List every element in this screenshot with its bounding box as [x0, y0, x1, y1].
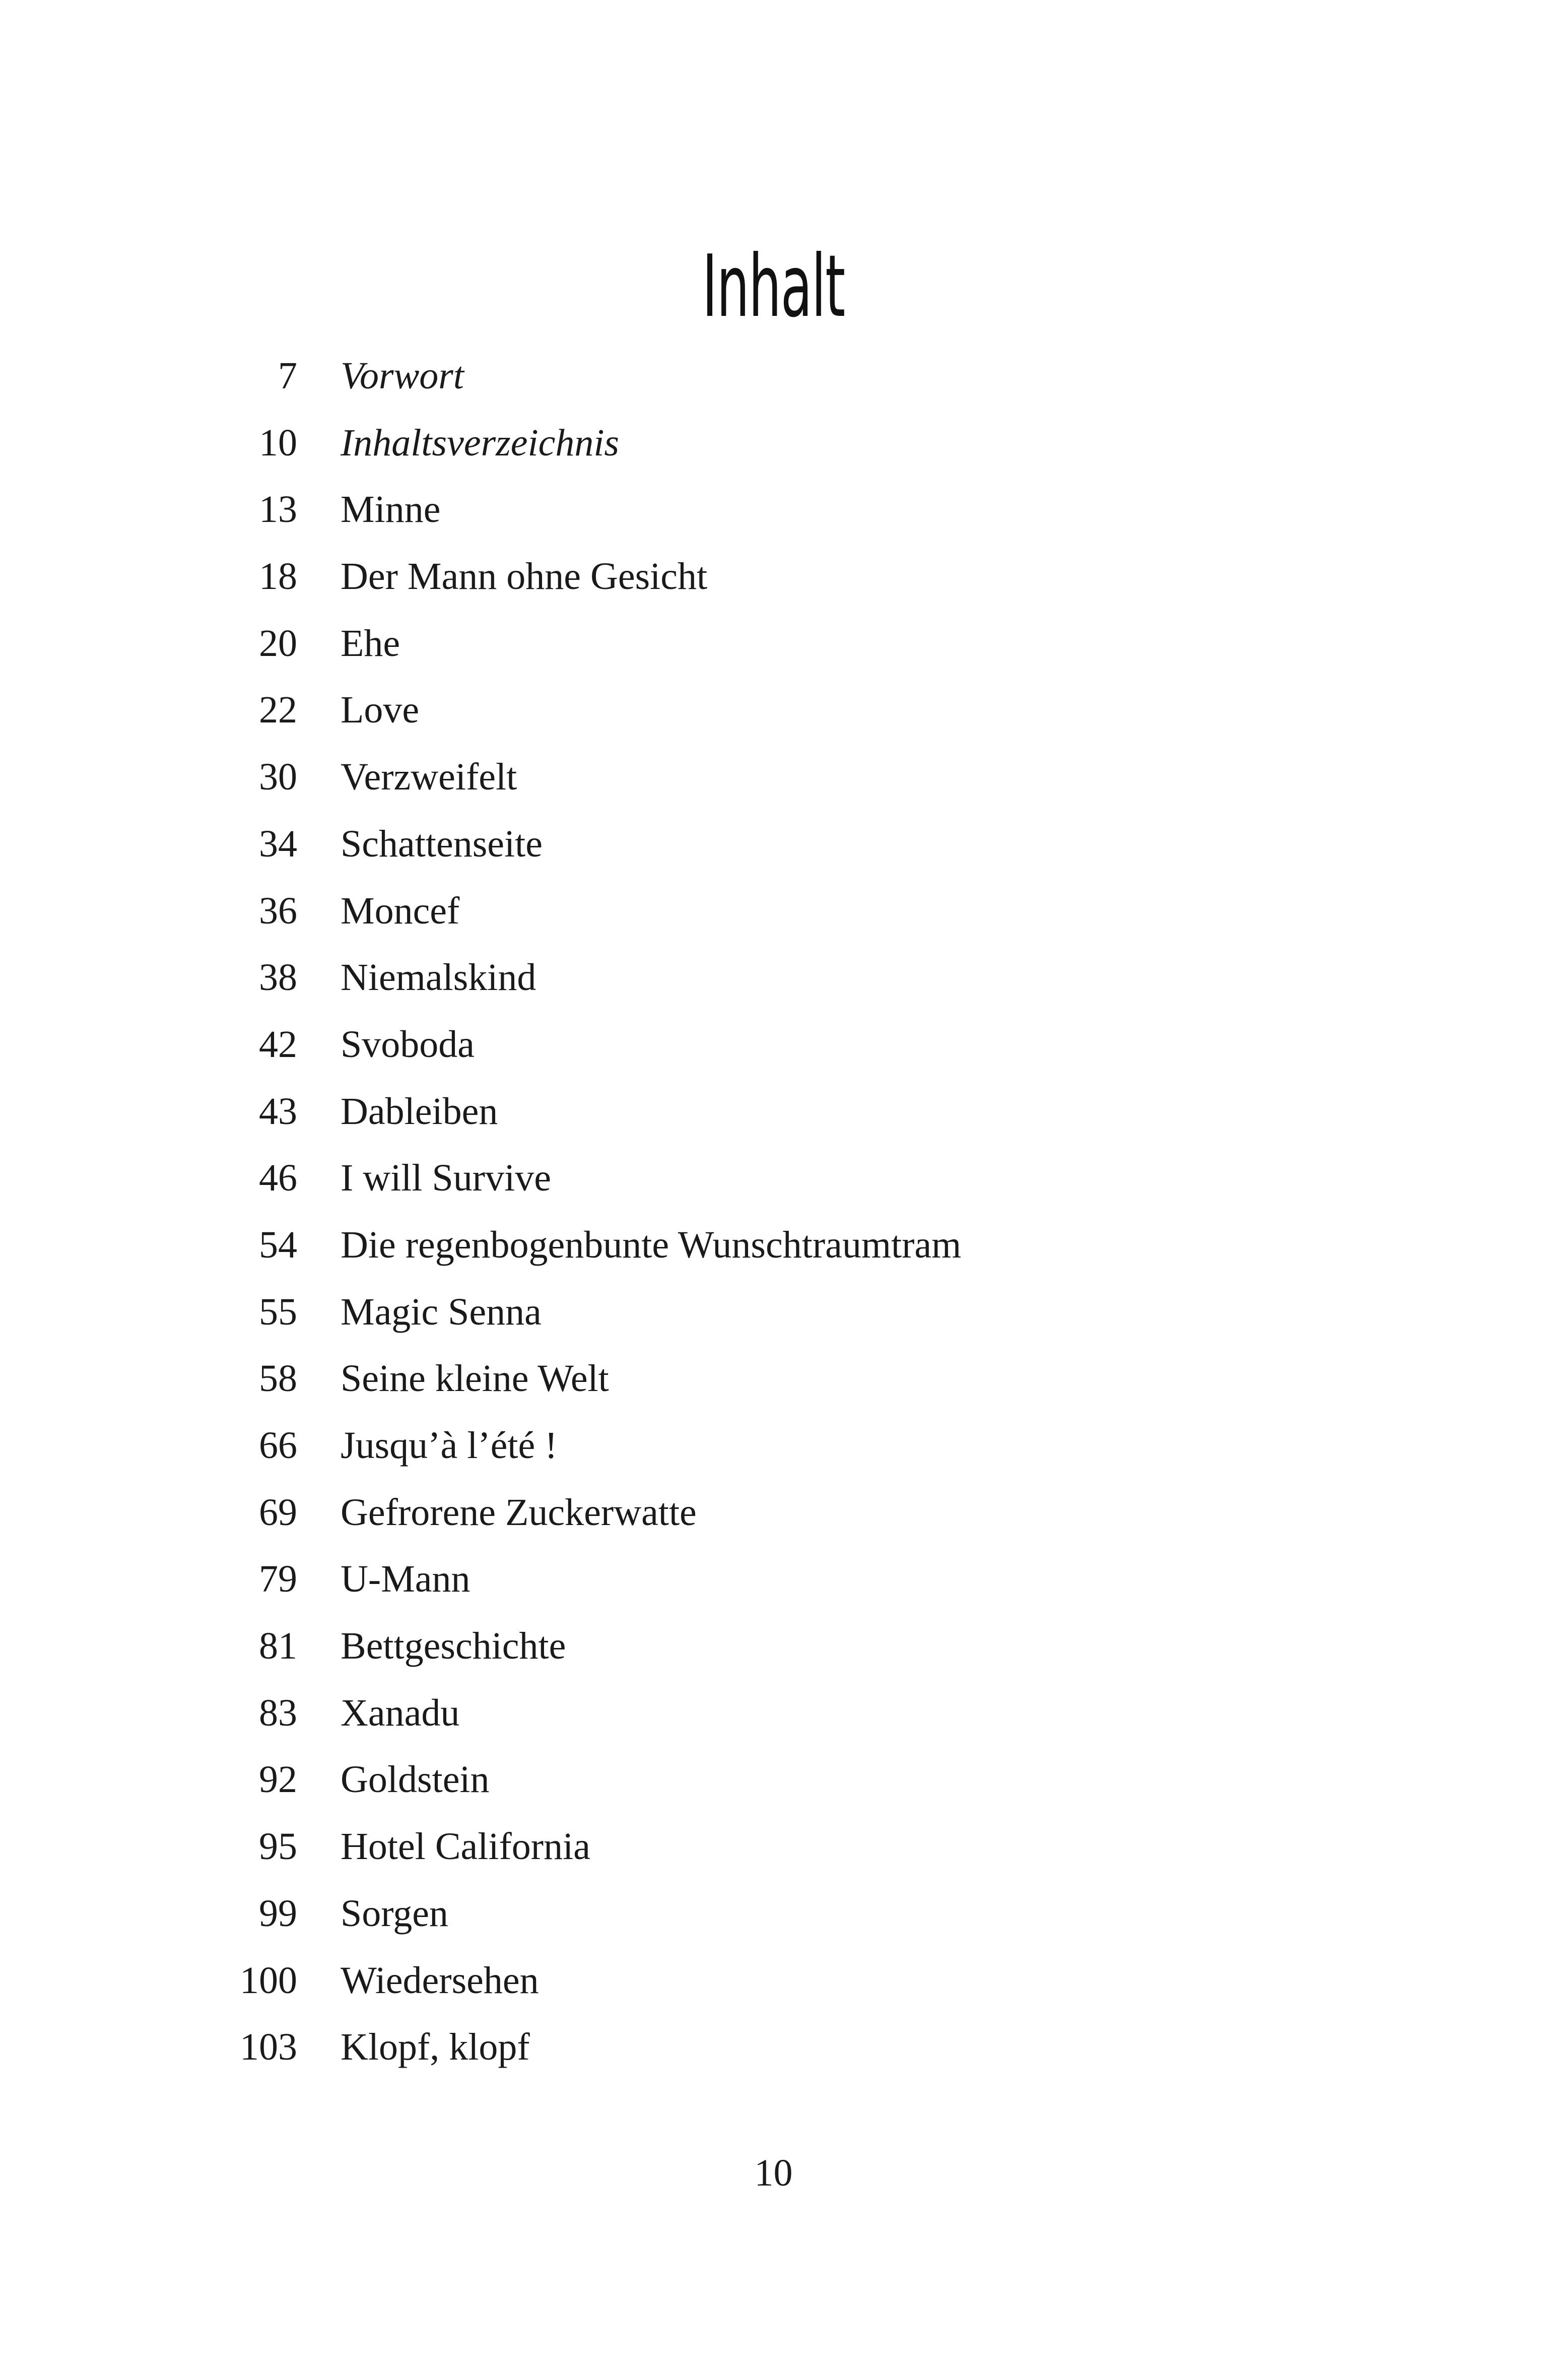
toc-page-number: 30 [259, 756, 297, 799]
toc-page-number: 20 [259, 622, 297, 665]
toc-entry-title: Vorwort [341, 355, 464, 397]
toc-entry [0, 944, 1547, 1011]
toc-page-number: 46 [259, 1157, 297, 1200]
toc-entry-title: Der Mann ohne Gesicht [341, 555, 708, 598]
toc-page-number: 69 [259, 1491, 297, 1534]
toc-entry-title: U-Mann [341, 1558, 470, 1601]
toc-entry [0, 410, 1547, 477]
toc-entry [0, 1345, 1547, 1412]
toc-page-number: 103 [240, 2026, 297, 2069]
toc-entry-title: Verzweifelt [341, 756, 517, 799]
toc-entry [0, 1078, 1547, 1145]
toc-entry-title: Bettgeschichte [341, 1625, 566, 1668]
toc-entry [0, 2014, 1547, 2081]
table-of-contents [0, 343, 1547, 2081]
toc-page-number: 18 [259, 555, 297, 598]
toc-entry [0, 1546, 1547, 1613]
toc-page-number: 10 [259, 421, 297, 464]
toc-entry-title: Magic Senna [341, 1290, 542, 1333]
toc-entry-title: Seine kleine Welt [341, 1357, 609, 1400]
toc-entry-title: Niemalskind [341, 956, 536, 999]
toc-page-number: 95 [259, 1825, 297, 1868]
toc-page-number: 36 [259, 889, 297, 932]
toc-entry [0, 878, 1547, 945]
toc-page-number: 13 [259, 488, 297, 531]
toc-entry-title: Inhaltsverzeichnis [341, 421, 620, 464]
toc-page-number: 58 [259, 1357, 297, 1400]
toc-entry [0, 1479, 1547, 1546]
toc-page-number: 81 [259, 1625, 297, 1668]
toc-entry-title: Hotel California [341, 1825, 590, 1868]
toc-page-number: 22 [259, 689, 297, 732]
toc-entry-title: Minne [341, 488, 441, 531]
toc-entry-title: Jusqu’à l’été ! [341, 1424, 558, 1467]
toc-entry [0, 1680, 1547, 1747]
toc-entry-title: Love [341, 689, 420, 732]
toc-entry [0, 610, 1547, 677]
toc-page-number: 43 [259, 1090, 297, 1133]
toc-page-number: 79 [259, 1558, 297, 1601]
toc-entry [0, 476, 1547, 543]
toc-entry-title: Gefrorene Zuckerwatte [341, 1491, 697, 1534]
page-number: 10 [754, 2152, 793, 2194]
toc-entry [0, 1947, 1547, 2014]
toc-entry [0, 1145, 1547, 1212]
toc-entry-title: Goldstein [341, 1758, 490, 1801]
toc-page-number: 42 [259, 1023, 297, 1066]
toc-entry-title: Xanadu [341, 1691, 460, 1734]
toc-entry [0, 1212, 1547, 1279]
toc-page-number: 7 [278, 355, 297, 397]
toc-entry [0, 811, 1547, 878]
toc-entry-title: Svoboda [341, 1023, 475, 1066]
toc-entry-title: Dableiben [341, 1090, 498, 1133]
toc-entry-title: Klopf, klopf [341, 2026, 530, 2069]
toc-entry [0, 1813, 1547, 1880]
toc-entry-title: Ehe [341, 622, 400, 665]
toc-page-number: 100 [240, 1959, 297, 2002]
toc-entry [0, 343, 1547, 410]
toc-entry-title: Wiedersehen [341, 1959, 539, 2002]
toc-entry-title: Sorgen [341, 1892, 448, 1935]
toc-page-number: 55 [259, 1290, 297, 1333]
toc-entry [0, 744, 1547, 811]
toc-page-number: 99 [259, 1892, 297, 1935]
toc-page-number: 83 [259, 1691, 297, 1734]
toc-entry [0, 1011, 1547, 1078]
toc-entry-title: I will Survive [341, 1157, 551, 1200]
toc-page-number: 92 [259, 1758, 297, 1801]
toc-page-number: 38 [259, 956, 297, 999]
toc-entry [0, 1746, 1547, 1813]
toc-entry-title: Moncef [341, 889, 460, 932]
page-title: Inhalt [702, 236, 845, 337]
toc-page-number: 66 [259, 1424, 297, 1467]
toc-entry [0, 1279, 1547, 1346]
toc-entry-title: Die regenbogenbunte Wunschtraumtram [341, 1223, 962, 1266]
toc-page-number: 54 [259, 1223, 297, 1266]
toc-entry [0, 543, 1547, 610]
toc-entry-title: Schattenseite [341, 822, 543, 865]
toc-entry [0, 1613, 1547, 1680]
toc-entry [0, 1880, 1547, 1947]
toc-entry [0, 677, 1547, 744]
toc-entry [0, 1412, 1547, 1479]
toc-page-number: 34 [259, 822, 297, 865]
